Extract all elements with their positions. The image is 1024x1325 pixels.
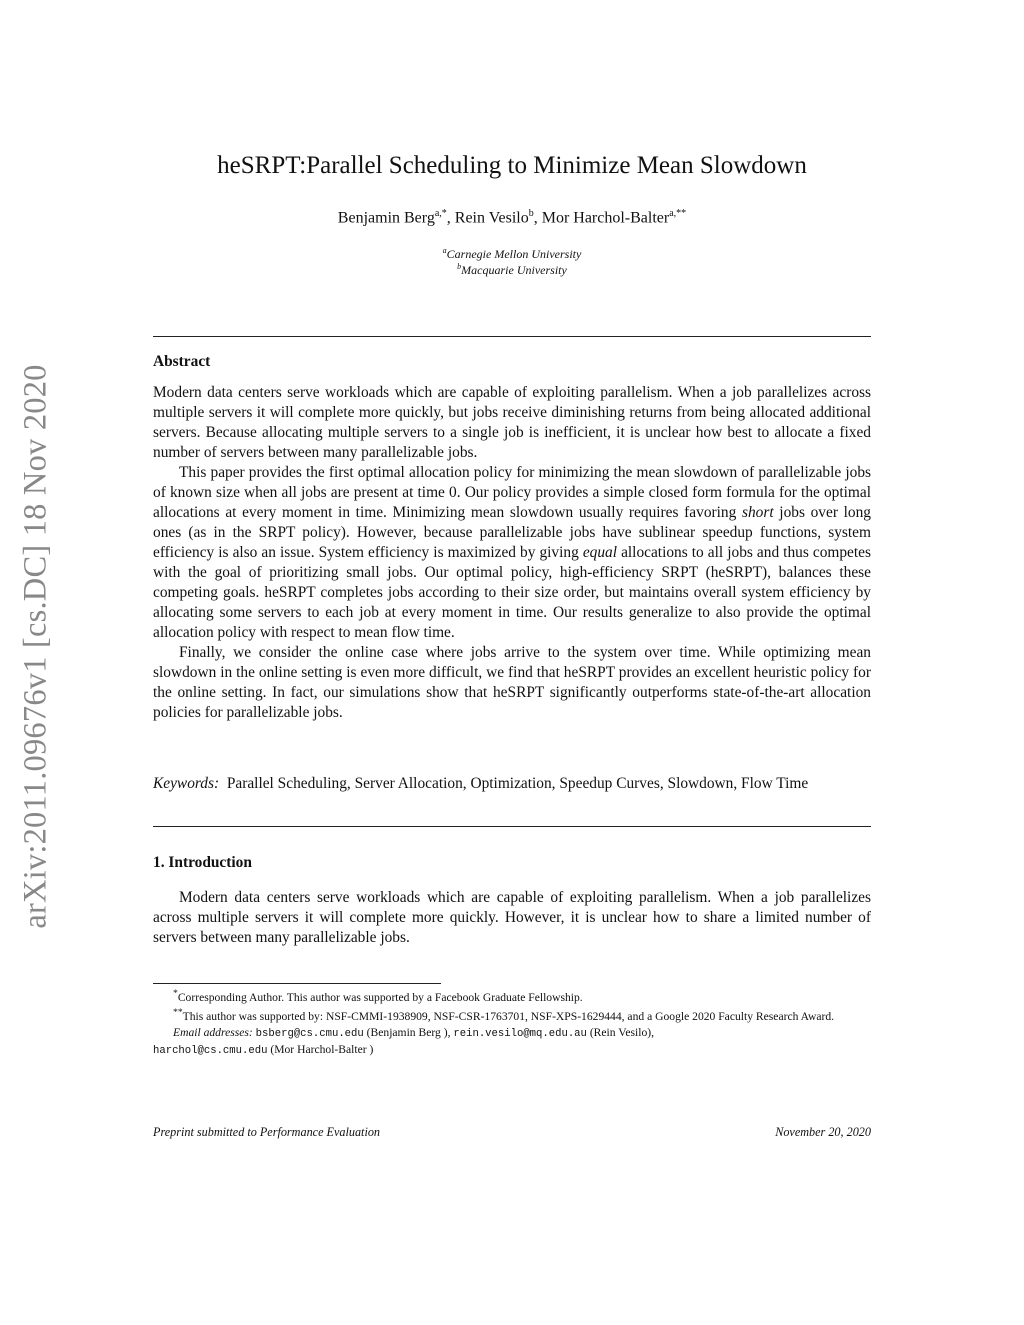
affiliation xyxy=(0,246,1024,262)
footnotes xyxy=(153,986,871,1060)
text-run: This paper provides the first optimal allocation policy for minimizing the mean slowdown of parallelizable jobs of known size when all jobs are present at time 0. Our policy provides a simple closed form formula for the optimal allocations at every moment in time. Minimizing mean slowdown usually requires favoring xyxy=(153,464,871,521)
email-link[interactable]: rein.vesilo@mq.edu.au xyxy=(453,1027,587,1040)
intro-paragraph: Modern data centers serve workloads which are capable of exploiting parallelism. When a job parallelizes across multiple servers it will complete more quickly. However, it is unclear how to share a limited number of servers between many parallelizable jobs. xyxy=(153,889,871,946)
email-label: Email addresses: xyxy=(173,1025,253,1039)
abstract-body xyxy=(153,383,871,723)
text-run: jobs over long ones (as in the SRPT policy). However, because parallelizable jobs have sublinear speedup functions, system efficiency is also an issue. System efficiency is maximized by giving xyxy=(153,504,871,561)
affiliation-mark: b xyxy=(457,262,462,271)
abstract-top-rule xyxy=(153,336,871,337)
keywords xyxy=(153,774,871,794)
email-owner: (Mor Harchol-Balter ) xyxy=(270,1043,374,1057)
footnote-rule xyxy=(153,983,441,984)
author-name: Benjamin Berg xyxy=(337,209,435,227)
abstract-bottom-rule xyxy=(153,826,871,827)
text-run: allocations to all jobs and thus competes with the goal of prioritizing small jobs. Our optimal policy, high-efficiency SRPT (heSRPT), balances these competing goals. heSRPT completes jobs according to their size order, but maintains overall system efficiency by allocating some servers to each job at every moment in time. Our results generalize to also provide the optimal allocation policy with respect to mean flow time. xyxy=(153,544,871,641)
author-name: Rein Vesilo xyxy=(454,209,529,227)
footnote xyxy=(153,986,871,1005)
footnote-text: This author was supported by: NSF-CMMI-1938909, NSF-CSR-1763701, NSF-XPS-1629444, and a Google 2020 Faculty Research Award. xyxy=(182,1010,835,1024)
email-owner: (Rein Vesilo), xyxy=(589,1025,655,1039)
footnote-mark: * xyxy=(173,988,178,999)
author-marks: b xyxy=(528,208,534,219)
preprint-note: Preprint submitted to Performance Evaluation xyxy=(153,1125,381,1139)
footnote-mark: ** xyxy=(173,1007,183,1019)
abstract-paragraph: Finally, we consider the online case where jobs arrive to the system over time. While optimizing mean slowdown in the online setting is even more difficult, we find that heSRPT provides an excellent heuristic policy for the online setting. In fact, our simulations show that heSRPT significantly outperforms state-of-the-art allocation policies for parallelizable jobs. xyxy=(153,644,871,721)
arxiv-id: arXiv:2011.09676v1 [cs.DC] 18 Nov 2020 xyxy=(17,363,54,929)
abstract-paragraph: Modern data centers serve workloads which are capable of exploiting parallelism. When a job parallelizes across multiple servers it will complete more quickly, but jobs receive diminishing returns from being allocated additional servers. Because allocating multiple servers to a single job is inefficient, it is unclear how best to allocate a fixed number of servers between many parallelizable jobs. xyxy=(153,384,871,461)
affiliation-mark: a xyxy=(442,246,447,255)
paper-title: heSRPT:Parallel Scheduling to Minimize Mean Slowdown xyxy=(217,152,807,179)
intro-body xyxy=(153,888,871,948)
email-footnote-cont xyxy=(153,1042,871,1060)
arxiv-stamp xyxy=(6,346,66,946)
keywords-text: Parallel Scheduling, Server Allocation, Optimization, Speedup Curves, Slowdown, Flow Time xyxy=(226,775,809,792)
author-name: Mor Harchol-Balter xyxy=(541,209,670,227)
keywords-label: Keywords: xyxy=(153,775,220,792)
affiliation-name: Macquarie University xyxy=(461,263,567,277)
affiliation xyxy=(0,262,1024,278)
section-heading: 1. Introduction xyxy=(153,854,252,871)
author-marks: a,** xyxy=(669,208,687,219)
affiliation-name: Carnegie Mellon University xyxy=(446,247,582,261)
abstract-paragraph xyxy=(153,463,871,643)
abstract-heading: Abstract xyxy=(153,353,211,370)
preprint-date: November 20, 2020 xyxy=(775,1125,871,1139)
email-owner: (Benjamin Berg ), xyxy=(366,1025,451,1039)
email-footnote xyxy=(153,1025,871,1043)
email-link[interactable]: harchol@cs.cmu.edu xyxy=(153,1045,268,1058)
email-link[interactable]: bsberg@cs.cmu.edu xyxy=(255,1027,364,1040)
author-list: Benjamin Berg$^{a,*}$, Rein Vesilo$^b$, Mor Harchol-Balter$^{a,**}$ xyxy=(337,208,687,227)
footnote-text: Corresponding Author. This author was supported by a Facebook Graduate Fellowship. xyxy=(177,990,583,1004)
emphasis: equal xyxy=(582,544,618,561)
footnote xyxy=(153,1005,871,1024)
emphasis: short xyxy=(741,504,774,521)
author-marks: a,* xyxy=(434,208,447,219)
